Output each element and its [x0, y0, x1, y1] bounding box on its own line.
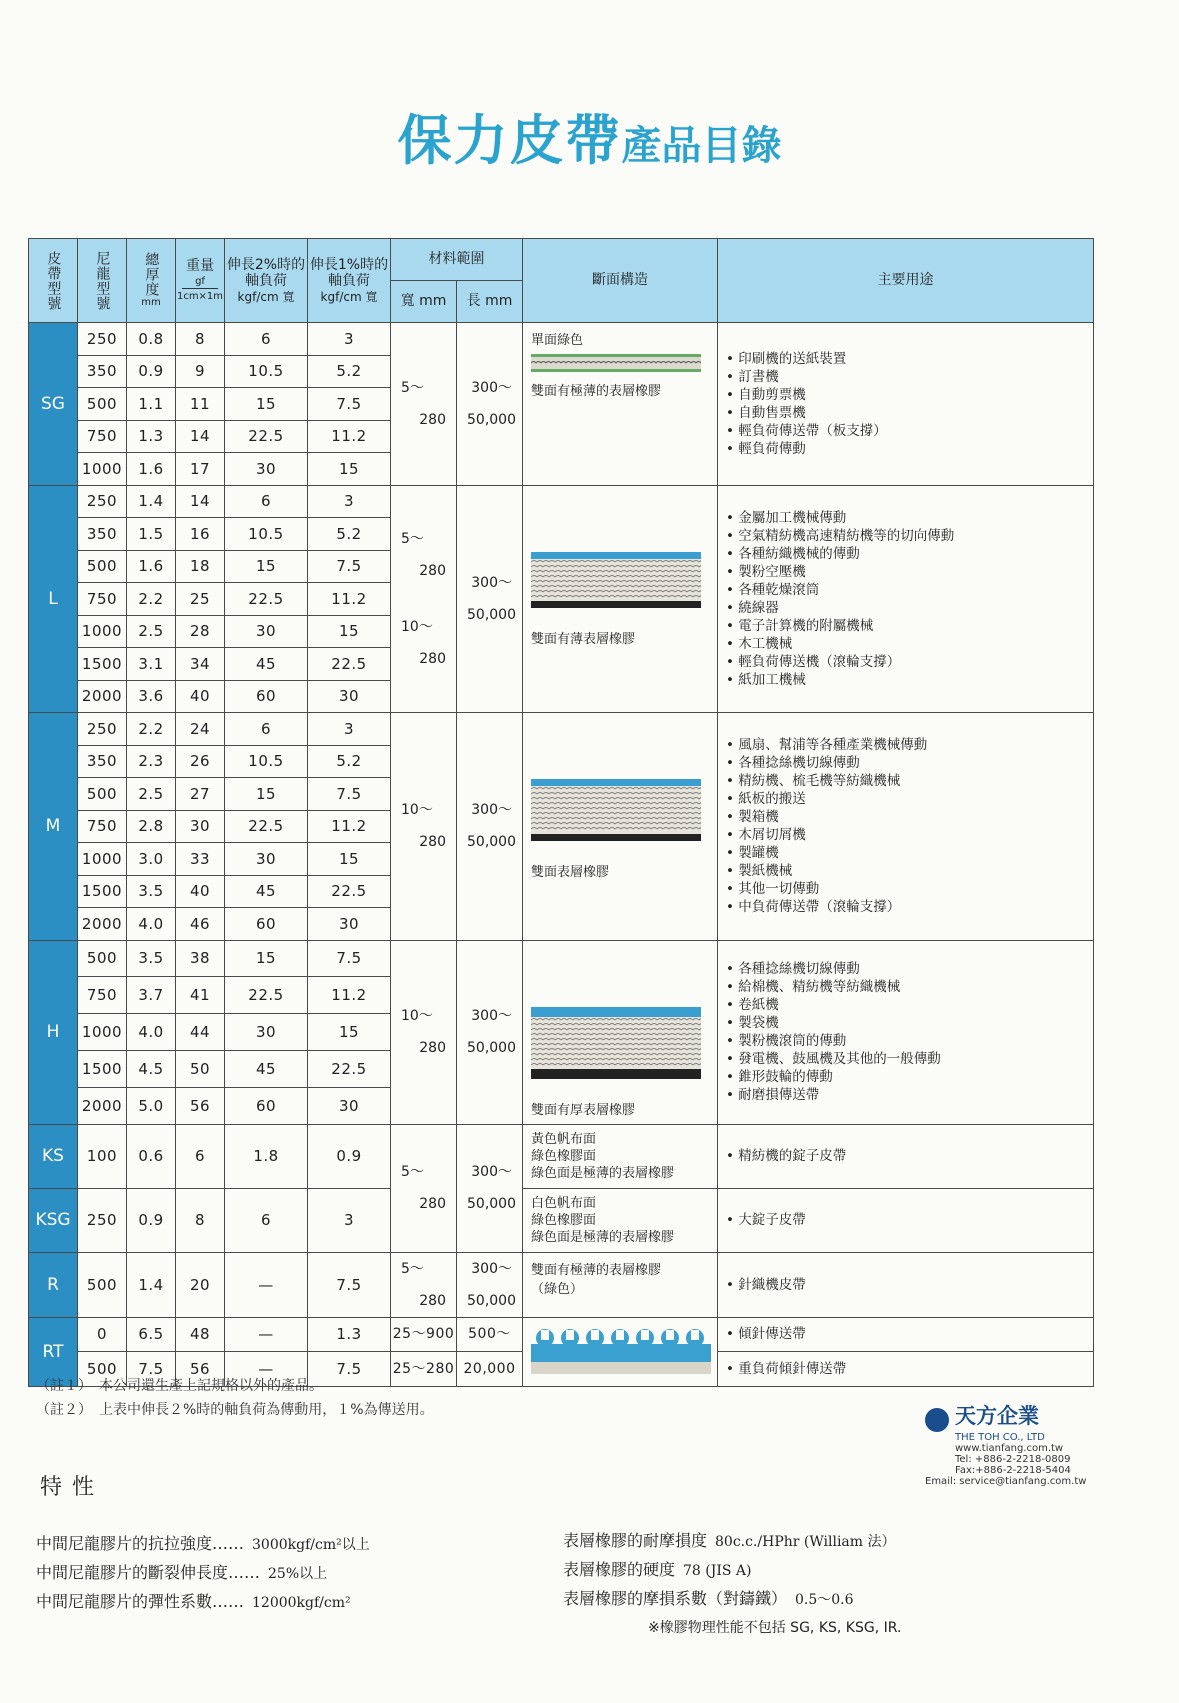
section-cell: [523, 1124, 718, 1188]
section-caption: 綠色面是極薄的表層橡膠: [531, 1165, 675, 1181]
load1-cell: 3: [308, 323, 391, 356]
belt-cross-section: [531, 354, 701, 372]
usage-item: • 重負荷傾針傳送帶: [726, 1360, 1085, 1378]
belt-cross-section: [531, 1007, 701, 1079]
nylon-cell: 1000: [78, 615, 127, 648]
load2-cell: 6: [225, 713, 308, 746]
usage-item: • 輕負荷傳動: [726, 440, 1085, 458]
header-usage: 主要用途: [718, 239, 1094, 323]
load1-cell: 5.2: [308, 745, 391, 778]
load2-cell: 22.5: [225, 810, 308, 843]
usage-item: • 發電機、鼓風機及其他的一般傳動: [726, 1050, 1085, 1068]
nylon-cell: 1500: [78, 648, 127, 681]
thickness-cell: 4.0: [127, 908, 176, 941]
width-range-cell: 10～ 280: [391, 940, 457, 1124]
property-row: 中間尼龍膠片的抗拉強度…… 3000kgf/cm²以上: [36, 1534, 370, 1553]
nylon-cell: 1500: [78, 875, 127, 908]
load1-cell: 3: [308, 485, 391, 518]
thickness-cell: 0.8: [127, 323, 176, 356]
weight-cell: 46: [176, 908, 225, 941]
load2-cell: 22.5: [225, 583, 308, 616]
properties-left: [36, 1530, 370, 1617]
usage-item: • 製粉機滾筒的傳動: [726, 1032, 1085, 1050]
usage-item: • 給棉機、精紡機等紡織機械: [726, 978, 1085, 996]
section-cell: [523, 323, 718, 486]
usage-item: • 精紡機的錠子皮帶: [726, 1147, 1085, 1165]
thickness-cell: 4.0: [127, 1014, 176, 1051]
property-row: 中間尼龍膠片的斷裂伸長度…… 25%以上: [36, 1563, 328, 1582]
weight-cell: 14: [176, 420, 225, 453]
usage-cell: [718, 713, 1094, 941]
section-cell: [523, 1317, 718, 1386]
thickness-cell: 0.9: [127, 355, 176, 388]
section-cell: [523, 1188, 718, 1252]
weight-cell: 11: [176, 388, 225, 421]
thickness-cell: 3.7: [127, 977, 176, 1014]
company-name: 天方企業: [955, 1404, 1039, 1428]
thickness-cell: 2.2: [127, 583, 176, 616]
belt-cross-section: [531, 552, 701, 608]
nylon-cell: 2000: [78, 680, 127, 713]
nylon-cell: 100: [78, 1124, 127, 1188]
nylon-cell: 750: [78, 810, 127, 843]
section-caption: 雙面有極薄的表層橡膠: [531, 1262, 662, 1278]
usage-item: • 中負荷傳送帶（滾輪支撐）: [726, 898, 1085, 916]
weight-cell: 6: [176, 1124, 225, 1188]
usage-item: • 製袋機: [726, 1014, 1085, 1032]
usage-item: • 精紡機、梳毛機等紡織機械: [726, 772, 1085, 790]
usage-item: • 卷紙機: [726, 996, 1085, 1014]
usage-item: • 木屑切屑機: [726, 826, 1085, 844]
usage-cell: [718, 940, 1094, 1124]
section-caption: 雙面表層橡膠: [531, 865, 610, 880]
weight-cell: 56: [176, 1352, 225, 1387]
load1-cell: 22.5: [308, 875, 391, 908]
thickness-cell: 1.5: [127, 518, 176, 551]
load1-cell: 22.5: [308, 648, 391, 681]
thickness-cell: 1.3: [127, 420, 176, 453]
load2-cell: 10.5: [225, 355, 308, 388]
nylon-cell: 0: [78, 1317, 127, 1352]
weight-cell: 30: [176, 810, 225, 843]
load2-cell: 1.8: [225, 1124, 308, 1188]
header-range: 材料範圍: [391, 239, 523, 281]
usage-cell: [718, 1252, 1094, 1317]
table-row: [29, 940, 1094, 977]
load2-cell: 45: [225, 648, 308, 681]
load2-cell: 6: [225, 323, 308, 356]
thickness-cell: 7.5: [127, 1352, 176, 1387]
weight-cell: 38: [176, 940, 225, 977]
load1-cell: 3: [308, 1188, 391, 1252]
load2-cell: 60: [225, 1087, 308, 1124]
weight-cell: 34: [176, 648, 225, 681]
section-cell: [523, 713, 718, 941]
thickness-cell: 5.0: [127, 1087, 176, 1124]
header-load1: 伸長1%時的軸負荷 kgf/cm 寬: [308, 239, 391, 323]
weight-cell: 18: [176, 550, 225, 583]
belt-type-cell: R: [29, 1252, 78, 1317]
header-weight: 重量 gf 1cm×1m: [176, 239, 225, 323]
weight-cell: 14: [176, 485, 225, 518]
section-caption: 綠色橡膠面: [531, 1148, 597, 1164]
usage-item: • 紙板的搬送: [726, 790, 1085, 808]
usage-item: • 耐磨損傳送帶: [726, 1086, 1085, 1104]
width-range-cell: 5～ 280 10～ 280: [391, 485, 457, 713]
section-caption: 單面綠色: [531, 333, 584, 348]
weight-cell: 17: [176, 453, 225, 486]
note-2: （註２） 上表中伸長２%時的軸負荷為傳動用，１%為傳送用。: [36, 1402, 434, 1418]
property-row: 中間尼龍膠片的彈性系數…… 12000kgf/cm²: [36, 1592, 351, 1611]
load1-cell: 7.5: [308, 388, 391, 421]
weight-cell: 41: [176, 977, 225, 1014]
property-row: 表層橡膠的硬度 78 (JIS A): [563, 1560, 752, 1579]
table-row: [29, 1252, 1094, 1317]
nylon-cell: 2000: [78, 1087, 127, 1124]
company-web: www.tianfang.com.tw: [955, 1443, 1064, 1454]
thickness-cell: 0.9: [127, 1188, 176, 1252]
section-cell: [523, 1252, 718, 1317]
nylon-cell: 750: [78, 420, 127, 453]
load2-cell: 6: [225, 485, 308, 518]
thickness-cell: 1.6: [127, 453, 176, 486]
load1-cell: 11.2: [308, 420, 391, 453]
length-range-cell: 300～ 50,000: [457, 1124, 523, 1252]
product-table: [28, 238, 1094, 1387]
belt-type-cell: H: [29, 940, 78, 1124]
belt-type-cell: RT: [29, 1317, 78, 1386]
table-row: [29, 1317, 1094, 1352]
nylon-cell: 500: [78, 940, 127, 977]
property-note: ※橡膠物理性能不包括 SG, KS, KSG, IR.: [648, 1620, 902, 1636]
usage-cell: [718, 1124, 1094, 1188]
usage-cell: [718, 1352, 1094, 1387]
load1-cell: 30: [308, 908, 391, 941]
load1-cell: 15: [308, 1014, 391, 1051]
usage-cell: [718, 485, 1094, 713]
weight-cell: 16: [176, 518, 225, 551]
load1-cell: 11.2: [308, 583, 391, 616]
load1-cell: 0.9: [308, 1124, 391, 1188]
thickness-cell: 0.6: [127, 1124, 176, 1188]
width-range-cell: 5～ 280: [391, 1252, 457, 1317]
load2-cell: 30: [225, 843, 308, 876]
section-caption: 雙面有薄表層橡膠: [531, 631, 636, 647]
section-caption: 白色帆布面: [531, 1195, 597, 1211]
load2-cell: 15: [225, 550, 308, 583]
usage-item: • 輕負荷傳送機（滾輪支撐）: [726, 653, 1085, 671]
usage-item: • 其他一切傳動: [726, 880, 1085, 898]
load1-cell: 7.5: [308, 1352, 391, 1387]
nylon-cell: 750: [78, 583, 127, 616]
usage-item: • 製箱機: [726, 808, 1085, 826]
nylon-cell: 350: [78, 745, 127, 778]
length-range-cell: 300～ 50,000: [457, 713, 523, 941]
length-range-cell: 300～ 50,000: [457, 485, 523, 713]
section-caption: 雙面有極薄的表層橡膠: [531, 384, 662, 399]
section-caption: 雙面有厚表層橡膠: [531, 1102, 636, 1118]
nylon-cell: 2000: [78, 908, 127, 941]
load1-cell: 30: [308, 680, 391, 713]
company-email: Email: service@tianfang.com.tw: [925, 1476, 1087, 1487]
usage-item: • 各種紡織機械的傳動: [726, 545, 1085, 563]
load1-cell: 7.5: [308, 940, 391, 977]
load2-cell: 10.5: [225, 745, 308, 778]
width-range-cell: 5～ 280: [391, 1124, 457, 1252]
nylon-cell: 250: [78, 1188, 127, 1252]
usage-item: • 金屬加工機械傳動: [726, 509, 1085, 527]
nylon-cell: 500: [78, 778, 127, 811]
nylon-cell: 1500: [78, 1050, 127, 1087]
usage-item: • 木工機械: [726, 635, 1085, 653]
belt-type-cell: KSG: [29, 1188, 78, 1252]
page-title: [0, 98, 1179, 175]
belt-cross-section: [531, 779, 701, 841]
weight-cell: 33: [176, 843, 225, 876]
load2-cell: —: [225, 1252, 308, 1317]
nylon-cell: 1000: [78, 453, 127, 486]
usage-item: • 紙加工機械: [726, 671, 1085, 689]
notes: [36, 1374, 434, 1422]
usage-item: • 印刷機的送紙裝置: [726, 350, 1085, 368]
thickness-cell: 3.5: [127, 875, 176, 908]
company-en: THE TOH CO., LTD: [955, 1432, 1045, 1443]
thickness-cell: 3.5: [127, 940, 176, 977]
load2-cell: 30: [225, 453, 308, 486]
section-caption: 黃色帆布面: [531, 1131, 597, 1147]
thickness-cell: 1.4: [127, 1252, 176, 1317]
weight-cell: 25: [176, 583, 225, 616]
load1-cell: 15: [308, 843, 391, 876]
nylon-cell: 500: [78, 388, 127, 421]
nylon-cell: 350: [78, 355, 127, 388]
usage-item: • 空氣精紡機高速精紡機等的切向傳動: [726, 527, 1085, 545]
usage-item: • 製粉空壓機: [726, 563, 1085, 581]
load2-cell: 22.5: [225, 977, 308, 1014]
width-range-cell: 25～900: [391, 1317, 457, 1352]
thickness-cell: 6.5: [127, 1317, 176, 1352]
usage-item: • 大錠子皮帶: [726, 1211, 1085, 1229]
nylon-cell: 250: [78, 713, 127, 746]
usage-item: • 繞線器: [726, 599, 1085, 617]
company-logo: [925, 1400, 1105, 1487]
load2-cell: —: [225, 1352, 308, 1387]
load1-cell: 3: [308, 713, 391, 746]
nylon-cell: 250: [78, 323, 127, 356]
company-fax: Fax:+886-2-2218-5404: [955, 1465, 1071, 1476]
load1-cell: 1.3: [308, 1317, 391, 1352]
usage-item: • 製紙機械: [726, 862, 1085, 880]
thickness-cell: 3.6: [127, 680, 176, 713]
rt-belt-cross-section: [531, 1324, 711, 1376]
table-row: [29, 713, 1094, 746]
load1-cell: 7.5: [308, 550, 391, 583]
load2-cell: 60: [225, 908, 308, 941]
nylon-cell: 750: [78, 977, 127, 1014]
usage-item: • 訂書機: [726, 368, 1085, 386]
table-row: [29, 485, 1094, 518]
nylon-cell: 1000: [78, 1014, 127, 1051]
load1-cell: 5.2: [308, 355, 391, 388]
load1-cell: 22.5: [308, 1050, 391, 1087]
load1-cell: 11.2: [308, 810, 391, 843]
section-caption: （綠色）: [531, 1281, 584, 1297]
title-main: 保力皮帶: [397, 108, 622, 172]
usage-item: • 電子計算機的附屬機械: [726, 617, 1085, 635]
length-range-cell: 300～ 50,000: [457, 1252, 523, 1317]
belt-type-cell: M: [29, 713, 78, 941]
load2-cell: 45: [225, 1050, 308, 1087]
table-row: [29, 323, 1094, 356]
properties-right: [563, 1527, 901, 1642]
weight-cell: 8: [176, 323, 225, 356]
usage-cell: [718, 1317, 1094, 1352]
header-type: 皮帶型號: [29, 239, 78, 323]
usage-item: • 各種捻絲機切線傳動: [726, 960, 1085, 978]
nylon-cell: 250: [78, 485, 127, 518]
thickness-cell: 2.5: [127, 615, 176, 648]
length-range-cell: 300～ 50,000: [457, 323, 523, 486]
usage-item: • 製罐機: [726, 844, 1085, 862]
weight-cell: 56: [176, 1087, 225, 1124]
load2-cell: 6: [225, 1188, 308, 1252]
weight-cell: 48: [176, 1317, 225, 1352]
nylon-cell: 350: [78, 518, 127, 551]
load2-cell: 10.5: [225, 518, 308, 551]
load1-cell: 7.5: [308, 1252, 391, 1317]
load2-cell: 15: [225, 778, 308, 811]
properties-title: 特性: [40, 1475, 105, 1500]
usage-item: • 各種乾燥滾筒: [726, 581, 1085, 599]
title-sub: 產品目錄: [621, 123, 782, 169]
note-1: （註１） 本公司還生產上記規格以外的產品。: [36, 1378, 323, 1394]
load1-cell: 15: [308, 453, 391, 486]
load2-cell: 15: [225, 388, 308, 421]
usage-cell: [718, 323, 1094, 486]
thickness-cell: 2.8: [127, 810, 176, 843]
length-range-cell: 500～: [457, 1317, 523, 1352]
weight-cell: 27: [176, 778, 225, 811]
section-caption: 綠色橡膠面: [531, 1212, 597, 1228]
belt-type-cell: L: [29, 485, 78, 713]
load1-cell: 7.5: [308, 778, 391, 811]
thickness-cell: 1.4: [127, 485, 176, 518]
header-load2: 伸長2%時的軸負荷 kgf/cm 寬: [225, 239, 308, 323]
property-row: 表層橡膠的耐摩損度 80c.c./HPhr (William 法）: [563, 1531, 896, 1550]
section-cell: [523, 485, 718, 713]
header-length: 長 mm: [457, 281, 523, 323]
thickness-cell: 2.3: [127, 745, 176, 778]
load2-cell: 30: [225, 1014, 308, 1051]
width-range-cell: 25～280: [391, 1352, 457, 1387]
load1-cell: 15: [308, 615, 391, 648]
thickness-cell: 1.1: [127, 388, 176, 421]
thickness-cell: 4.5: [127, 1050, 176, 1087]
nylon-cell: 500: [78, 1252, 127, 1317]
width-range-cell: 5～ 280: [391, 323, 457, 486]
length-range-cell: 300～ 50,000: [457, 940, 523, 1124]
nylon-cell: 500: [78, 550, 127, 583]
load1-cell: 11.2: [308, 977, 391, 1014]
thickness-cell: 3.1: [127, 648, 176, 681]
property-row: 表層橡膠的摩損系數（對鑄鐵） 0.5～0.6: [563, 1589, 854, 1608]
load2-cell: 45: [225, 875, 308, 908]
usage-item: • 自動售票機: [726, 404, 1085, 422]
load2-cell: 15: [225, 940, 308, 977]
weight-cell: 26: [176, 745, 225, 778]
weight-cell: 40: [176, 875, 225, 908]
usage-item: • 錐形鼓輪的傳動: [726, 1068, 1085, 1086]
belt-type-cell: KS: [29, 1124, 78, 1188]
thickness-cell: 1.6: [127, 550, 176, 583]
weight-cell: 20: [176, 1252, 225, 1317]
length-range-cell: 20,000: [457, 1352, 523, 1387]
load2-cell: 22.5: [225, 420, 308, 453]
weight-cell: 50: [176, 1050, 225, 1087]
thickness-cell: 2.5: [127, 778, 176, 811]
weight-cell: 8: [176, 1188, 225, 1252]
company-tel: Tel: +886-2-2218-0809: [955, 1454, 1071, 1465]
usage-item: • 傾針傳送帶: [726, 1325, 1085, 1343]
usage-item: • 各種捻絲機切線傳動: [726, 754, 1085, 772]
usage-item: • 針織機皮帶: [726, 1276, 1085, 1294]
load1-cell: 5.2: [308, 518, 391, 551]
weight-cell: 9: [176, 355, 225, 388]
section-caption: 綠色面是極薄的表層橡膠: [531, 1229, 675, 1245]
weight-cell: 40: [176, 680, 225, 713]
weight-cell: 24: [176, 713, 225, 746]
header-thickness: 總厚度 mm: [127, 239, 176, 323]
usage-cell: [718, 1188, 1094, 1252]
usage-item: • 自動剪票機: [726, 386, 1085, 404]
header-width: 寬 mm: [391, 281, 457, 323]
thickness-cell: 3.0: [127, 843, 176, 876]
usage-item: • 輕負荷傳送帶（板支撐）: [726, 422, 1085, 440]
logo-icon: [925, 1408, 949, 1432]
header-section: 斷面構造: [523, 239, 718, 323]
belt-type-cell: SG: [29, 323, 78, 486]
nylon-cell: 500: [78, 1352, 127, 1387]
table-row: [29, 1188, 1094, 1252]
thickness-cell: 2.2: [127, 713, 176, 746]
load2-cell: 60: [225, 680, 308, 713]
weight-cell: 28: [176, 615, 225, 648]
width-range-cell: 10～ 280: [391, 713, 457, 941]
load1-cell: 30: [308, 1087, 391, 1124]
load2-cell: —: [225, 1317, 308, 1352]
section-cell: [523, 940, 718, 1124]
weight-cell: 44: [176, 1014, 225, 1051]
load2-cell: 30: [225, 615, 308, 648]
table-row: [29, 1124, 1094, 1188]
nylon-cell: 1000: [78, 843, 127, 876]
header-nylon: 尼龍型號: [78, 239, 127, 323]
usage-item: • 風扇、幫浦等各種產業機械傳動: [726, 736, 1085, 754]
